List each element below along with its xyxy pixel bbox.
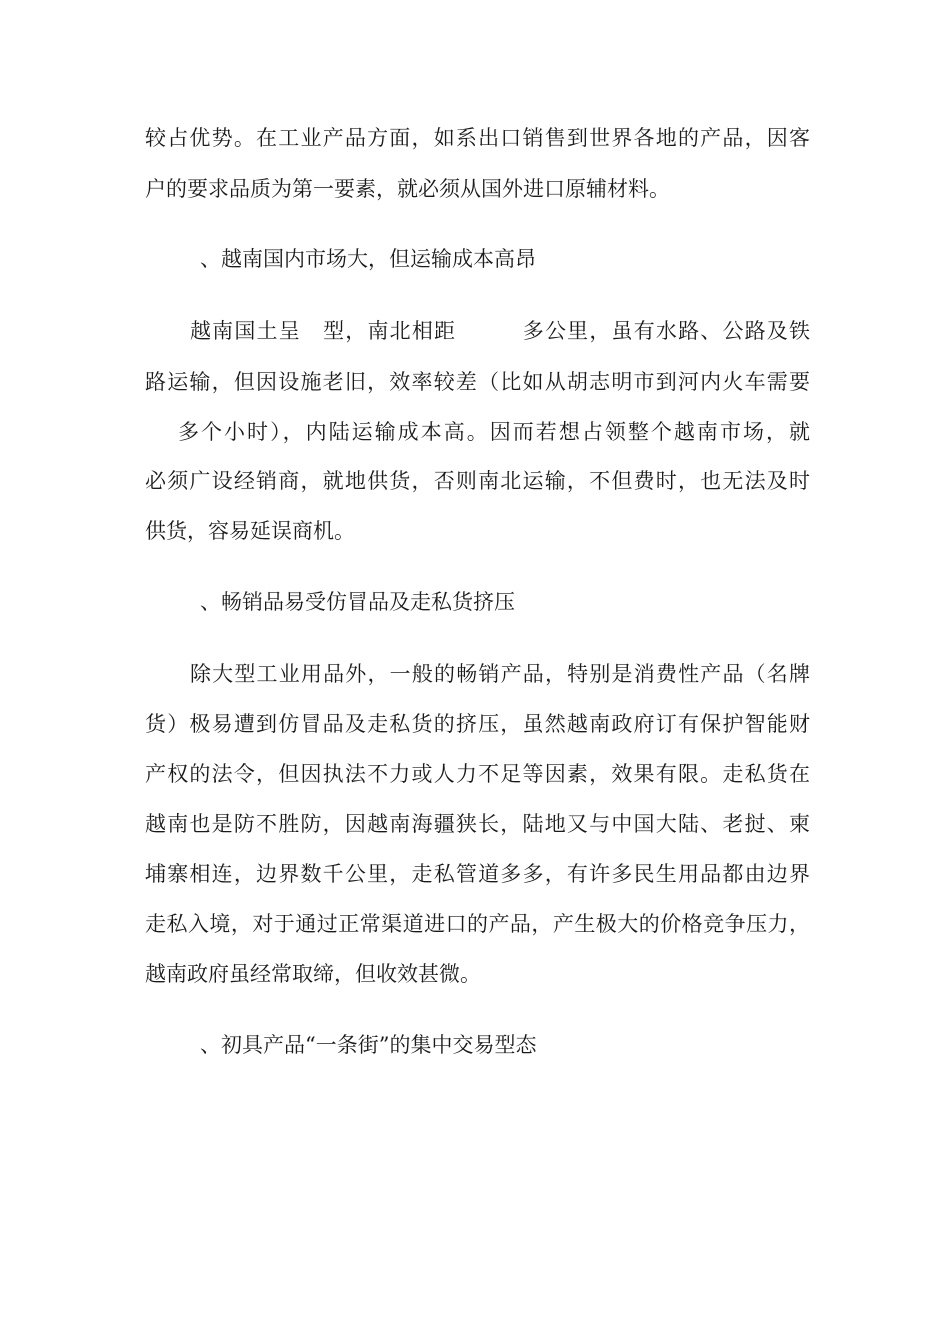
paragraph-3-line-7: 越南政府虽经常取缔，但收效甚微。: [145, 962, 481, 986]
section-heading-transport: 、越南国内市场大，但运输成本高昂: [200, 247, 536, 271]
paragraph-3-line-4: 越南也是防不胜防，因越南海疆狭长，陆地又与中国大陆、老挝、柬: [145, 812, 810, 836]
paragraph-1-line-2: 户的要求品质为第一要素，就必须从国外进口原辅材料。: [145, 177, 670, 201]
paragraph-2-line-3: 多个小时），内陆运输成本高。因而若想占领整个越南市场，就: [178, 420, 810, 444]
paragraph-3-line-6: 走私入境，对于通过正常渠道进口的产品，产生极大的价格竞争压力，: [145, 912, 810, 936]
section-heading-one-street-trade: 、初具产品“一条街”的集中交易型态: [200, 1033, 537, 1057]
paragraph-1-line-1: 较占优势。在工业产品方面，如系出口销售到世界各地的产品，因客: [145, 126, 810, 150]
paragraph-3-line-2: 货）极易遭到仿冒品及走私货的挤压，虽然越南政府订有保护智能财: [145, 712, 810, 736]
paragraph-2-line-1: 越南国土呈 型，南北相距 多公里，虽有水路、公路及铁: [190, 319, 810, 343]
paragraph-2-line-5: 供货，容易延误商机。: [145, 519, 355, 543]
paragraph-3-line-1: 除大型工业用品外，一般的畅销产品，特别是消费性产品（名牌: [190, 662, 810, 686]
paragraph-2-line-4: 必须广设经销商，就地供货，否则南北运输，不但费时，也无法及时: [145, 469, 810, 493]
paragraph-2-line-2: 路运输，但因设施老旧，效率较差（比如从胡志明市到河内火车需要: [145, 370, 810, 394]
section-heading-counterfeit: 、畅销品易受仿冒品及走私货挤压: [200, 590, 515, 614]
paragraph-3-line-3: 产权的法令，但因执法不力或人力不足等因素，效果有限。走私货在: [145, 762, 810, 786]
paragraph-3-line-5: 埔寨相连，边界数千公里，走私管道多多，有许多民生用品都由边界: [145, 862, 810, 886]
